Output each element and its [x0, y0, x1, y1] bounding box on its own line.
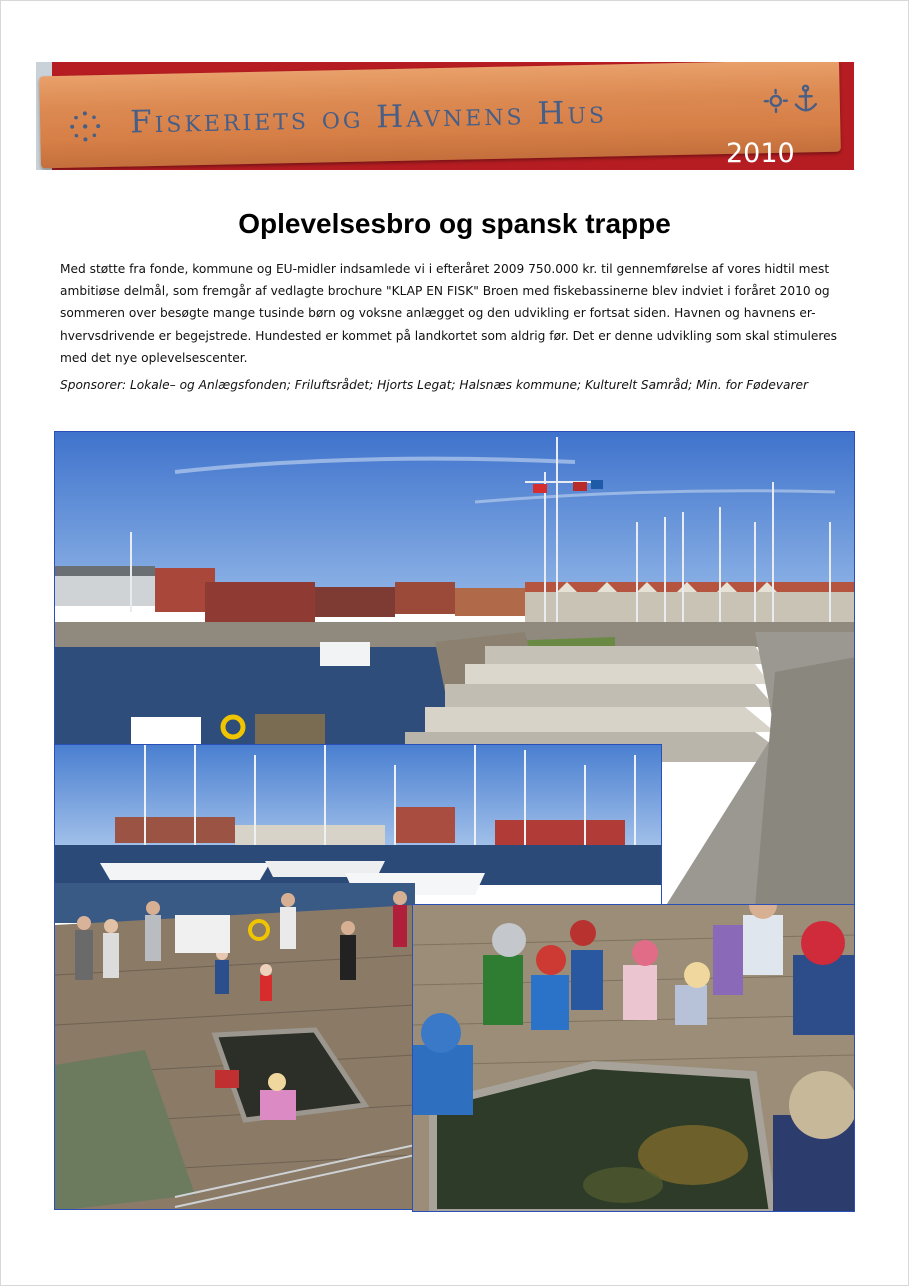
- header-banner: [36, 62, 854, 170]
- sponsors-line: Sponsorer: Lokale– og Anlægsfonden; Friluftsrådet; Hjorts Legat; Halsnæs kommune; Kulturelt Samråd; Min. for Fødevarer: [60, 378, 809, 392]
- body-paragraph: Med støtte fra fonde, kommune og EU-midler indsamlede vi i efteråret 2009 750.000 kr. til gennemførelse af vores hidtil mest ambitiøse delmål, som fremgår af vedlagte brochure "KLAP EN FISK" Broen med fiskebassinerne blev indviet i foråret 2010 og sommeren over besøgte mange tusinde børn og voksne anlægget og den udvikling er fortsat siden. Havnen og havnens er-hvervsdrivende er begejstrede. Hundested er kommet på landkortet som aldrig før. Det er denne udvikling som skal stimuleres med det nye oplevelsescenter.: [60, 262, 837, 365]
- page-title: Oplevelsesbro og spansk trappe: [238, 208, 671, 239]
- year-label: 2010: [726, 138, 795, 169]
- sun-icon: [66, 107, 105, 146]
- wooden-sign: [39, 62, 841, 168]
- sign-title: Fiskeriets og Havnens Hus: [129, 94, 608, 141]
- children-fish-pool-photo: [412, 904, 855, 1212]
- anchor-icon: [761, 80, 826, 117]
